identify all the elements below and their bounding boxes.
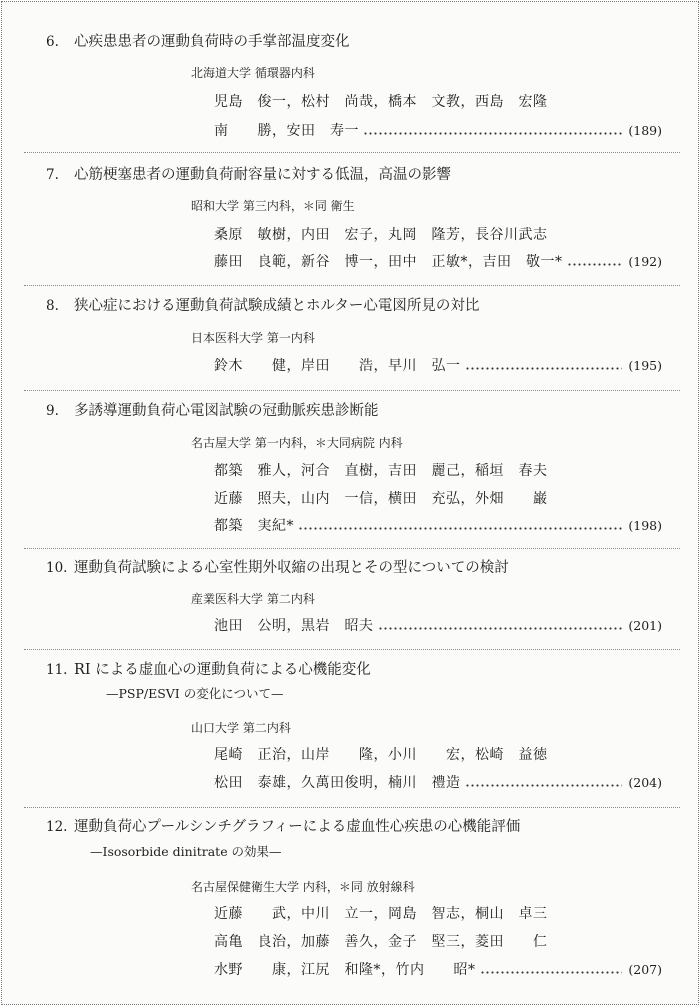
entry-affiliation: 山口大学 第二内科 bbox=[191, 721, 291, 735]
page-reference: (207) bbox=[628, 962, 662, 977]
entry-number: 11. bbox=[46, 662, 68, 678]
author-line: 高亀 良治，加藤 善久，金子 堅三，菱田 仁 bbox=[214, 934, 548, 950]
section-divider bbox=[24, 649, 680, 650]
author-line: 近藤 武，中川 立一，岡島 智志，桐山 卓三 bbox=[214, 906, 548, 922]
author-line: 尾崎 正治，山岸 隆，小川 宏，松崎 益徳 bbox=[214, 747, 548, 763]
entry-title-row bbox=[46, 558, 509, 578]
page-reference: (204) bbox=[628, 775, 662, 790]
entry-title: 多誘導運動負荷心電図試験の冠動脈疾患診断能 bbox=[74, 403, 379, 419]
entry-title-row bbox=[46, 660, 371, 680]
dot-leader bbox=[378, 627, 623, 630]
entry-title: 運動負荷心プールシンチグラフィーによる虚血性心疾患の心機能評価 bbox=[74, 819, 521, 835]
entry-title: RI による虚血心の運動負荷による心機能変化 bbox=[74, 662, 371, 678]
dot-leader bbox=[567, 263, 623, 266]
entry-subtitle: —Isosorbide dinitrate の効果— bbox=[90, 844, 282, 859]
entry-title-row bbox=[46, 296, 479, 316]
author-line: 池田 公明，黒岩 昭夫 (201) bbox=[214, 618, 662, 634]
section-divider bbox=[24, 285, 680, 286]
entry-affiliation: 北海道大学 循環器内科 bbox=[191, 66, 315, 80]
author-line: 藤田 良範，新谷 博一，田中 正敏*，吉田 敬一* (192) bbox=[214, 254, 662, 270]
author-line: 鈴木 健，岸田 浩，早川 弘一 (195) bbox=[214, 358, 662, 374]
dot-leader bbox=[298, 527, 622, 530]
entry-number: 8. bbox=[46, 298, 59, 314]
author-line: 近藤 照夫，山内 一信，横田 充弘，外畑 巌 bbox=[214, 491, 548, 507]
author-line: 児島 俊一，松村 尚哉，橋本 文教，西島 宏隆 bbox=[214, 94, 548, 110]
author-line: 都築 雅人，河合 直樹，吉田 麗己，稲垣 春夫 bbox=[214, 463, 548, 479]
section-divider bbox=[24, 807, 680, 808]
page-reference: (198) bbox=[628, 518, 662, 533]
document-page bbox=[1, 1, 699, 1005]
entry-title-row bbox=[46, 401, 379, 421]
entry-number: 10. bbox=[46, 560, 68, 576]
entry-title: 運動負荷試験による心室性期外収縮の出現とその型についての検討 bbox=[74, 560, 509, 576]
author-line: 都築 実紀* (198) bbox=[214, 518, 662, 534]
page-reference: (201) bbox=[628, 618, 662, 633]
entry-title-row bbox=[46, 817, 520, 837]
entry-affiliation: 名古屋大学 第一内科，＊大同病院 内科 bbox=[191, 436, 403, 450]
entry-affiliation: 産業医科大学 第二内科 bbox=[191, 592, 315, 606]
author-line: 桑原 敏樹，内田 宏子，丸岡 隆芳，長谷川武志 bbox=[214, 227, 548, 243]
dot-leader bbox=[363, 132, 622, 135]
author-line: 水野 康，江尻 和隆*，竹内 昭* (207) bbox=[214, 962, 662, 978]
entry-title: 心疾患患者の運動負荷時の手掌部温度変化 bbox=[74, 34, 350, 50]
entry-number: 12. bbox=[46, 819, 68, 835]
author-line: 南 勝，安田 寿一 (189) bbox=[214, 123, 662, 139]
entry-title: 狭心症における運動負荷試験成績とホルター心電図所見の対比 bbox=[74, 298, 480, 314]
entry-title-row bbox=[46, 32, 350, 52]
entry-number: 7. bbox=[46, 167, 59, 183]
dot-leader bbox=[465, 784, 623, 787]
dot-leader bbox=[465, 367, 623, 370]
entry-affiliation: 日本医科大学 第一内科 bbox=[191, 331, 315, 345]
section-divider bbox=[24, 390, 680, 391]
entry-affiliation: 名古屋保健衛生大学 内科，＊同 放射線科 bbox=[191, 880, 415, 894]
entry-number: 6. bbox=[46, 34, 59, 50]
section-divider bbox=[24, 152, 680, 153]
section-divider bbox=[24, 548, 680, 549]
entry-subtitle: —PSP/ESVI の変化について— bbox=[106, 686, 284, 701]
entry-affiliation: 昭和大学 第三内科，＊同 衛生 bbox=[191, 199, 355, 213]
author-line: 松田 泰雄，久萬田俊明，楠川 禮造 (204) bbox=[214, 775, 662, 791]
page-reference: (189) bbox=[628, 123, 662, 138]
entry-title: 心筋梗塞患者の運動負荷耐容量に対する低温，高温の影響 bbox=[74, 167, 451, 183]
dot-leader bbox=[480, 971, 623, 974]
page-reference: (195) bbox=[628, 358, 662, 373]
entry-title-row bbox=[46, 165, 451, 185]
entry-number: 9. bbox=[46, 403, 59, 419]
page-reference: (192) bbox=[628, 254, 662, 269]
